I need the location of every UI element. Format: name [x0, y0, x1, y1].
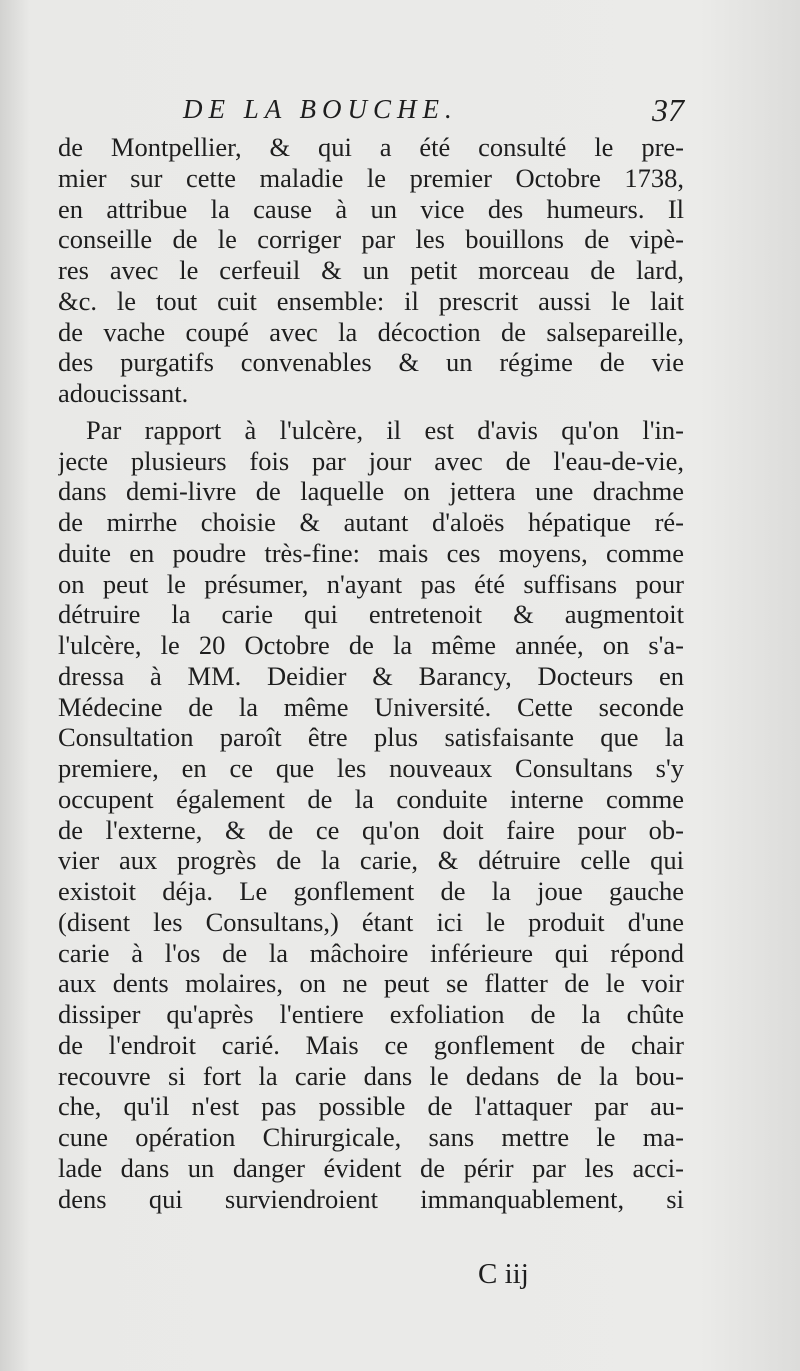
text-line: res avec le cerfeuil & un petit morceau de lard, [58, 255, 684, 285]
text-line: existoit déja. Le gonflement de la joue gauche [58, 876, 684, 906]
page-header [58, 92, 684, 136]
text-line: Consultation paroît être plus satisfaisante que la [58, 722, 684, 753]
text-line: dans demi-livre de laquelle on jettera une drachme [58, 476, 684, 507]
text-line: Médecine de la même Université. Cette seconde [58, 691, 684, 722]
text-line: en attribue la cause à un vice des humeurs. Il [58, 193, 684, 224]
text-line: on peut le présumer, n'ayant pas été suffisans pour [58, 568, 684, 599]
body-text [58, 132, 684, 1214]
text-line: aux dents molaires, on ne peut se flatter de le voir [58, 968, 684, 999]
running-head: DE LA BOUCHE. [183, 94, 458, 124]
paragraph [58, 132, 684, 409]
text-line: &c. le tout cuit ensemble: il prescrit aussi le lait [58, 285, 684, 316]
text-line: de vache coupé avec la décoction de salsepareille, [58, 316, 684, 347]
page-number: 37 [652, 92, 684, 128]
text-line: de Montpellier, & qui a été consulté le pre- [58, 132, 684, 162]
text-line: (disent les Consultans,) étant ici le produit d'une [58, 906, 684, 937]
text-line: l'ulcère, le 20 Octobre de la même année, on s'a- [58, 630, 684, 660]
text-line: carie à l'os de la mâchoire inférieure qui répond [58, 937, 684, 968]
text-line: conseille de le corriger par les bouillons de vipè- [58, 224, 684, 255]
text-line: Par rapport à l'ulcère, il est d'avis qu'on l'in- [86, 414, 684, 445]
text-line: dens qui surviendroient immanquablement, si [58, 1183, 684, 1214]
text-line: détruire la carie qui entretenoit & augmentoit [58, 599, 684, 630]
text-line: de l'externe, & de ce qu'on doit faire pour ob- [58, 814, 684, 845]
text-line: jecte plusieurs fois par jour avec de l'eau-de-vie, [58, 445, 684, 476]
signature-mark: C iij [478, 1258, 529, 1290]
text-line: lade dans un danger évident de périr par les acci- [58, 1152, 684, 1183]
text-line: de mirrhe choisie & autant d'aloës hépatique ré- [58, 507, 684, 537]
text-line: dissiper qu'après l'entiere exfoliation de la chûte [58, 999, 684, 1029]
text-line: recouvre si fort la carie dans le dedans de la bou- [58, 1060, 684, 1091]
text-line: adoucissant. [58, 378, 189, 408]
text-line: duite en poudre très-fine: mais ces moyens, comme [58, 537, 684, 568]
text-line: dressa à MM. Deidier & Barancy, Docteurs en [58, 660, 684, 691]
text-line: de l'endroit carié. Mais ce gonflement de chair [58, 1029, 684, 1060]
text-line: che, qu'il n'est pas possible de l'attaquer par au- [58, 1091, 684, 1122]
text-line: vier aux progrès de la carie, & détruire celle qui [58, 845, 684, 876]
text-line: cune opération Chirurgicale, sans mettre le ma- [58, 1122, 684, 1152]
text-line: mier sur cette maladie le premier Octobre 1738, [58, 162, 684, 193]
text-line: des purgatifs convenables & un régime de vie [58, 347, 684, 378]
text-line: occupent également de la conduite interne comme [58, 783, 684, 814]
text-line: premiere, en ce que les nouveaux Consultans s'y [58, 753, 684, 783]
paragraph [58, 415, 684, 1215]
